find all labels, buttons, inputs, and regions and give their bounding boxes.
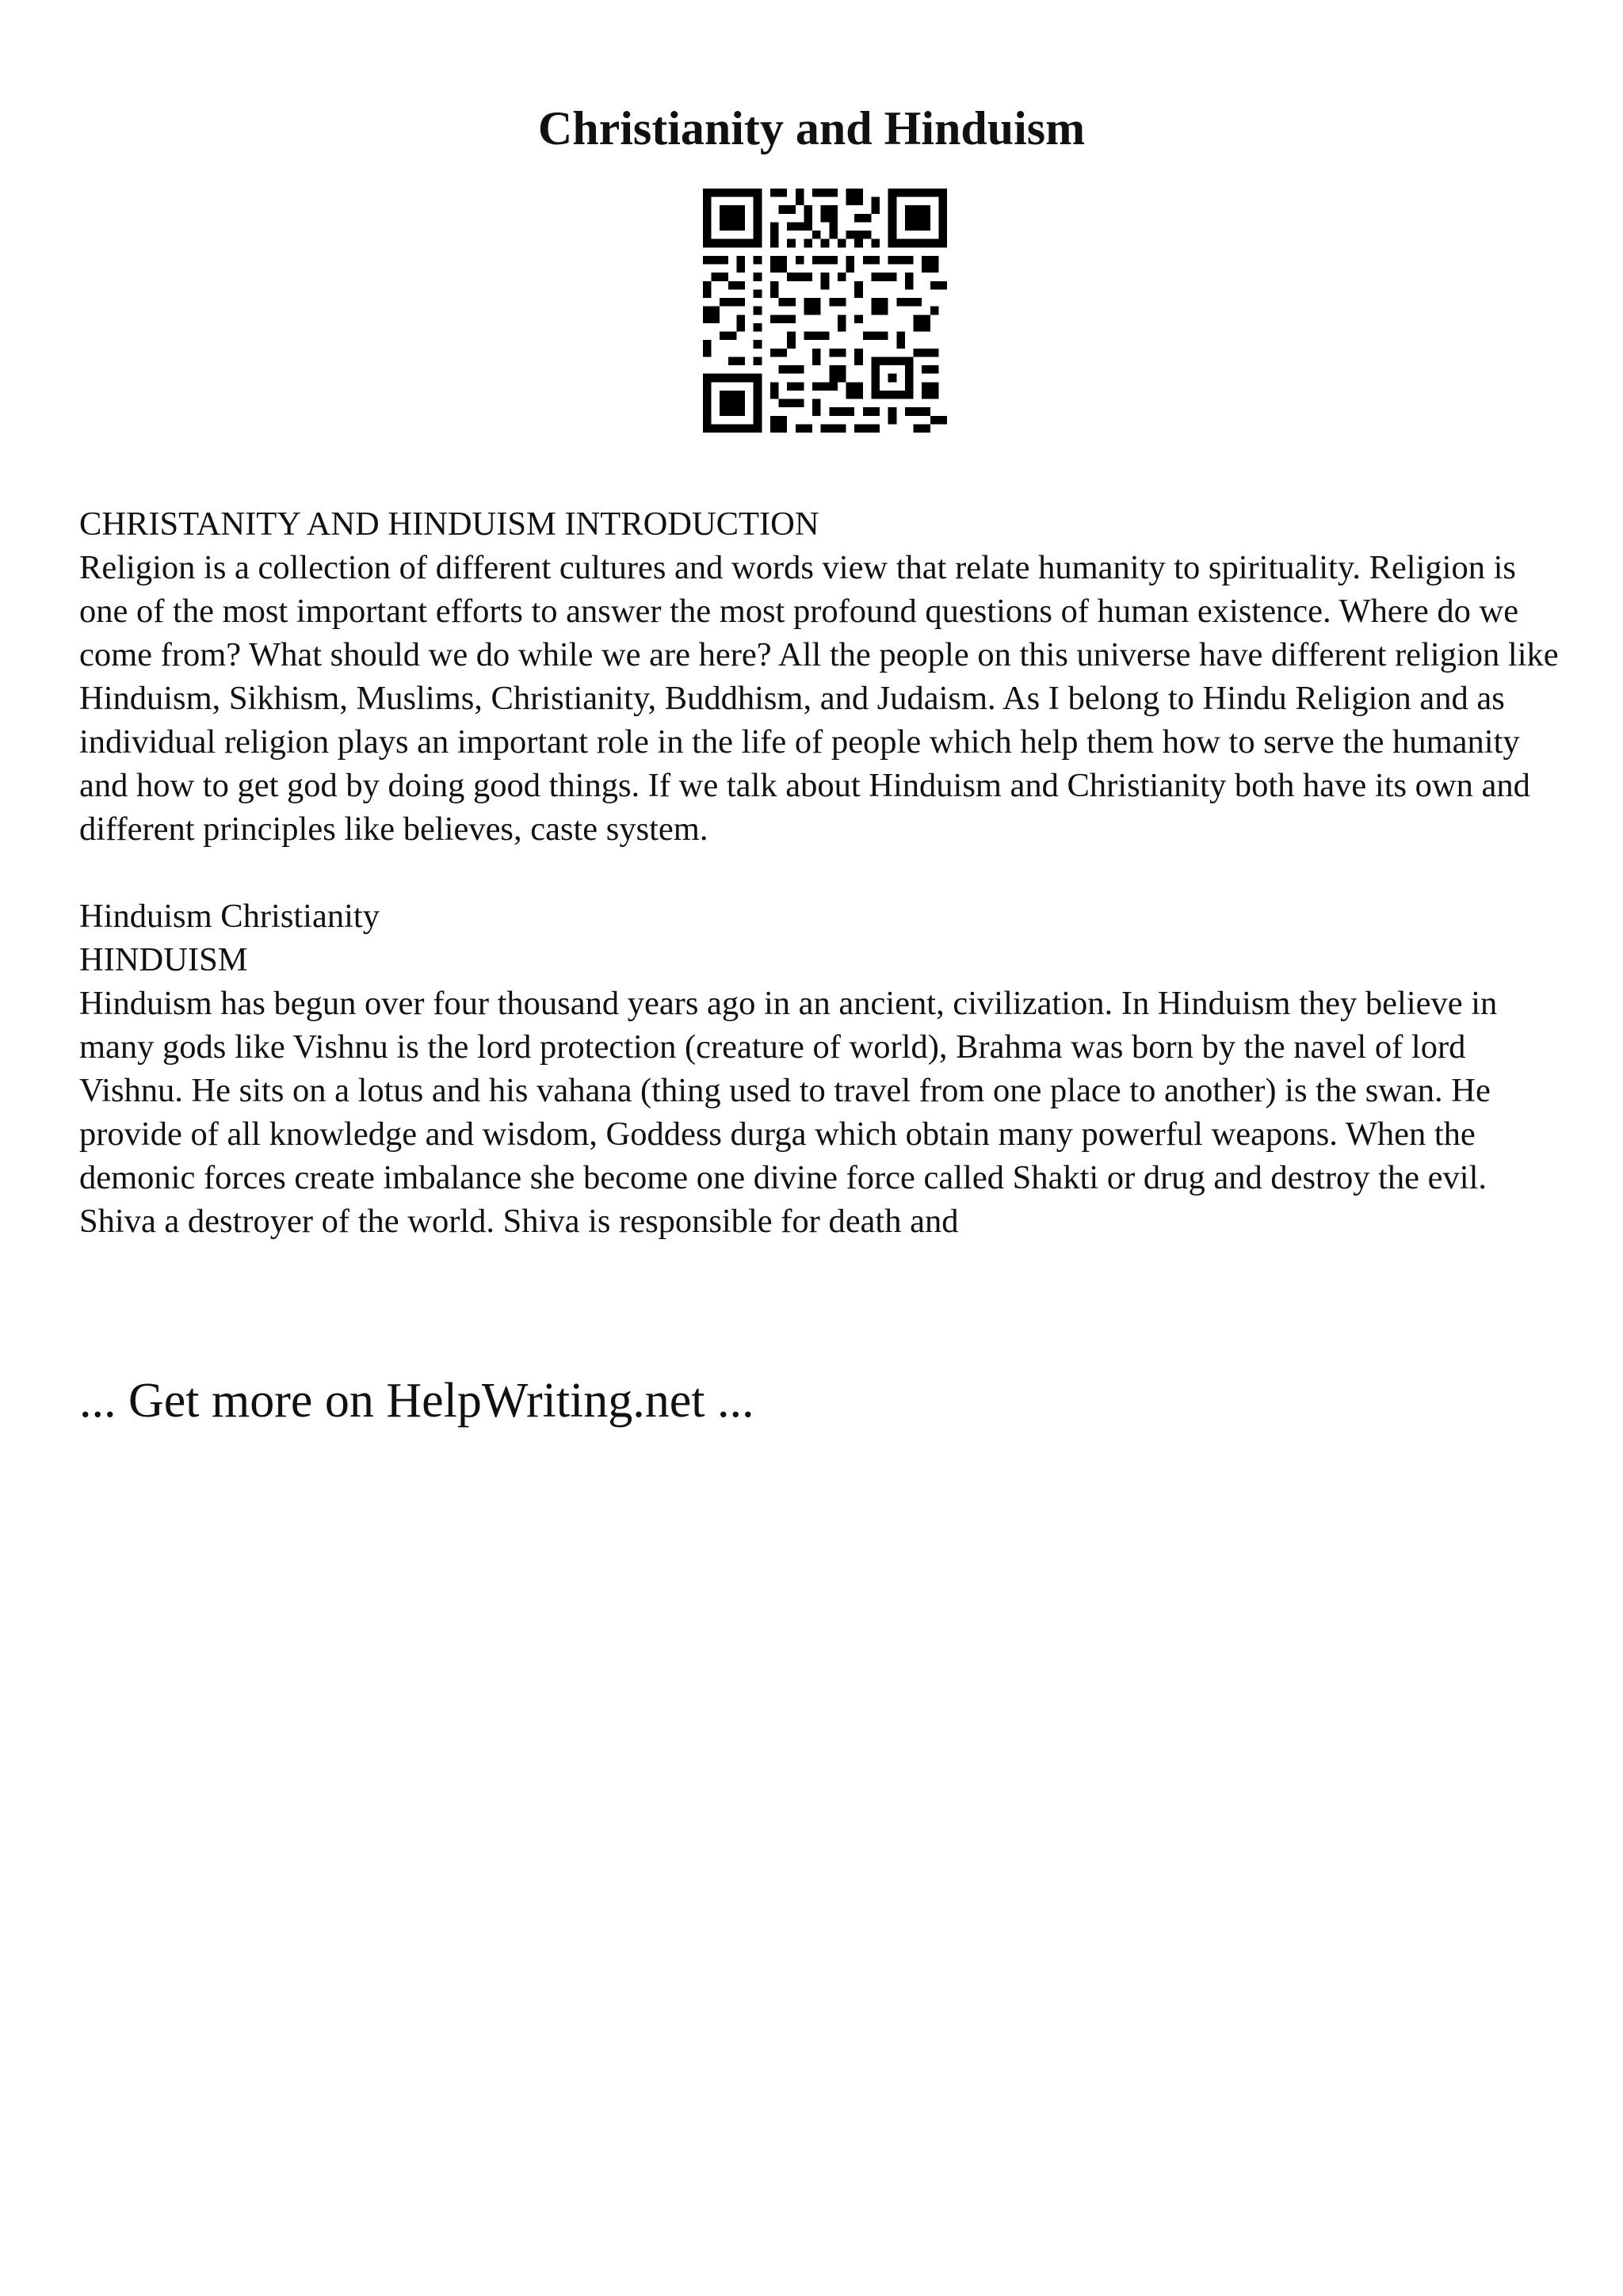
document-body: [79, 502, 1569, 1243]
document-title: Christianity and Hinduism: [537, 102, 1086, 154]
subheading: Hinduism Christianity: [79, 898, 380, 935]
section-heading: HINDUISM: [79, 941, 248, 978]
qr-code-icon: [703, 189, 947, 433]
section-paragraph: Hinduism has begun over four thousand years ago in an ancient, civilization. In Hinduism they believe in many gods like Vishnu is the lord protection (creature of world), Brahma was born by the navel of lord Vishnu. He sits on a lotus and his vahana (thing used to travel from one place to another) is the swan. He provide of all knowledge and wisdom, Goddess durga which obtain many powerful weapons. When the demonic forces create imbalance she become one divine force called Shakti or drug and destroy the evil. Shiva a destroyer of the world. Shiva is responsible for death and: [79, 985, 1498, 1240]
intro-heading: CHRISTANITY AND HINDUISM INTRODUCTION: [79, 505, 819, 543]
get-more-link[interactable]: ... Get more on HelpWriting.net ...: [79, 1374, 754, 1428]
paragraph-gap: [79, 851, 1569, 894]
intro-paragraph: Religion is a collection of different cultures and words view that relate humanity to spirituality. Religion is one of the most important efforts to answer the most profound questions of human existence. Where do we come from? What should we do while we are here? All the people on this universe have different religion like Hinduism, Sikhism, Muslims, Christianity, Buddhism, and Judaism. As I belong to Hindu Religion and as individual religion plays an important role in the life of people which help them how to serve the humanity and how to get god by doing good things. If we talk about Hinduism and Christianity both have its own and different principles like believes, caste system.: [79, 549, 1559, 848]
